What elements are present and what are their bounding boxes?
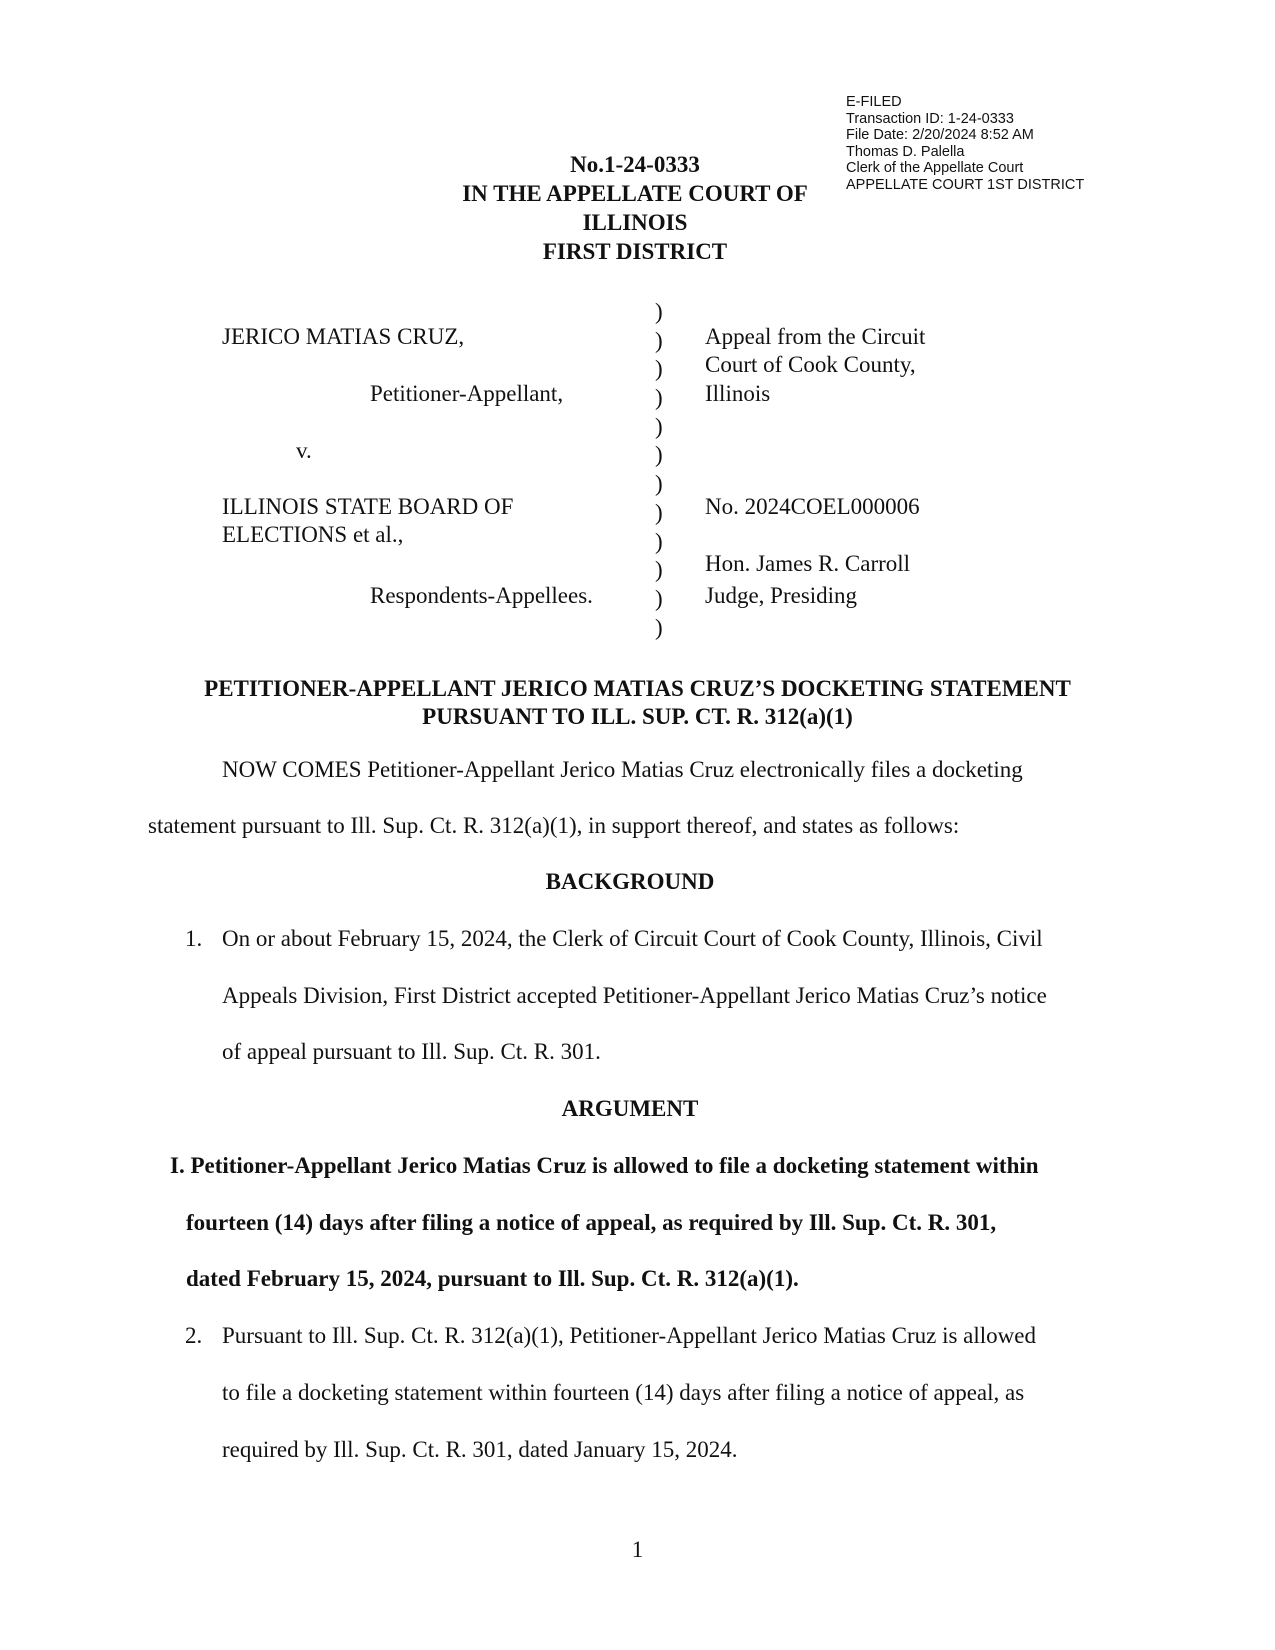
item2-line: Pursuant to Ill. Sup. Ct. R. 312(a)(1), Petitioner-Appellant Jerico Matias Cruz is allowed <box>222 1323 1036 1348</box>
document-title-line2: PURSUANT TO ILL. SUP. CT. R. 312(a)(1) <box>422 704 853 729</box>
argument-point-line: fourteen (14) days after filing a notice of appeal, as required by Ill. Sup. Ct. R. 301, <box>186 1210 997 1235</box>
court-header <box>420 150 850 266</box>
stamp-line: E-FILED <box>846 94 902 110</box>
caption-paren: ) <box>655 442 663 468</box>
caption-paren: ) <box>655 528 663 554</box>
respondent-name-line1: ILLINOIS STATE BOARD OF <box>222 494 514 519</box>
caption-paren: ) <box>655 356 663 382</box>
intro-line1: NOW COMES Petitioner-Appellant Jerico Matias Cruz electronically files a docketing <box>222 757 1023 782</box>
case-number: No.1-24-0333 <box>570 152 700 177</box>
item1-line: of appeal pursuant to Ill. Sup. Ct. R. 301. <box>222 1039 601 1064</box>
argument-point-line: I. Petitioner-Appellant Jerico Matias Cruz is allowed to file a docketing statement within <box>170 1153 1039 1178</box>
item1-number: 1. <box>185 926 203 951</box>
item2-line: to file a docketing statement within fourteen (14) days after filing a notice of appeal, as <box>222 1380 1025 1405</box>
document-title <box>140 675 1135 731</box>
stamp-line: APPELLATE COURT 1ST DISTRICT <box>846 176 1085 193</box>
stamp-line: Transaction ID: 1-24-0333 <box>846 110 1014 127</box>
stamp-line: Thomas D. Palella <box>846 143 965 160</box>
caption-paren: ) <box>655 471 663 497</box>
appeal-from-line2: Court of Cook County, <box>705 352 916 377</box>
item1-line: Appeals Division, First District accepted Petitioner-Appellant Jerico Matias Cruz’s notice <box>222 983 1047 1008</box>
caption-paren: ) <box>655 385 663 411</box>
argument-point-line: dated February 15, 2024, pursuant to Ill. Sup. Ct. R. 312(a)(1). <box>186 1266 799 1291</box>
circuit-case-number: No. 2024COEL000006 <box>705 494 920 519</box>
caption-paren: ) <box>655 557 663 583</box>
caption-paren: ) <box>655 585 663 611</box>
efiled-stamp <box>846 94 1084 193</box>
stamp-line: Clerk of the Appellate Court <box>846 160 1024 176</box>
document-title-line1: PETITIONER-APPELLANT JERICO MATIAS CRUZ’S DOCKETING STATEMENT <box>204 676 1071 701</box>
argument-heading: ARGUMENT <box>561 1096 699 1121</box>
appeal-from-line1: Appeal from the Circuit <box>705 324 926 349</box>
stamp-line: File Date: 2/20/2024 8:52 AM <box>846 127 1034 143</box>
judge-title: Judge, Presiding <box>705 583 858 608</box>
caption-paren: ) <box>655 499 663 525</box>
court-district-line: FIRST DISTRICT <box>542 239 728 264</box>
versus-label: v. <box>296 438 312 463</box>
caption-paren: ) <box>655 327 663 353</box>
caption-paren-column <box>655 298 663 642</box>
court-state-line: ILLINOIS <box>582 210 688 235</box>
respondent-role: Respondents-Appellees. <box>370 583 593 608</box>
respondent-name-line2: ELECTIONS et al., <box>222 522 404 547</box>
page-number: 1 <box>631 1537 644 1562</box>
intro-line2: statement pursuant to Ill. Sup. Ct. R. 312(a)(1), in support thereof, and states as follows: <box>148 813 960 838</box>
caption-paren: ) <box>655 299 663 324</box>
court-name-line: IN THE APPELLATE COURT OF <box>462 181 808 206</box>
caption-paren: ) <box>655 413 663 439</box>
background-heading: BACKGROUND <box>545 869 715 894</box>
judge-name: Hon. James R. Carroll <box>705 551 911 576</box>
item2-number: 2. <box>185 1323 203 1348</box>
petitioner-role: Petitioner-Appellant, <box>370 381 564 406</box>
caption-paren: ) <box>655 614 663 640</box>
appeal-from-line3: Illinois <box>705 381 771 406</box>
item1-line: On or about February 15, 2024, the Clerk of Circuit Court of Cook County, Illinois, Civil <box>222 926 1043 951</box>
petitioner-name: JERICO MATIAS CRUZ, <box>222 324 465 349</box>
item2-line: required by Ill. Sup. Ct. R. 301, dated January 15, 2024. <box>222 1437 738 1462</box>
